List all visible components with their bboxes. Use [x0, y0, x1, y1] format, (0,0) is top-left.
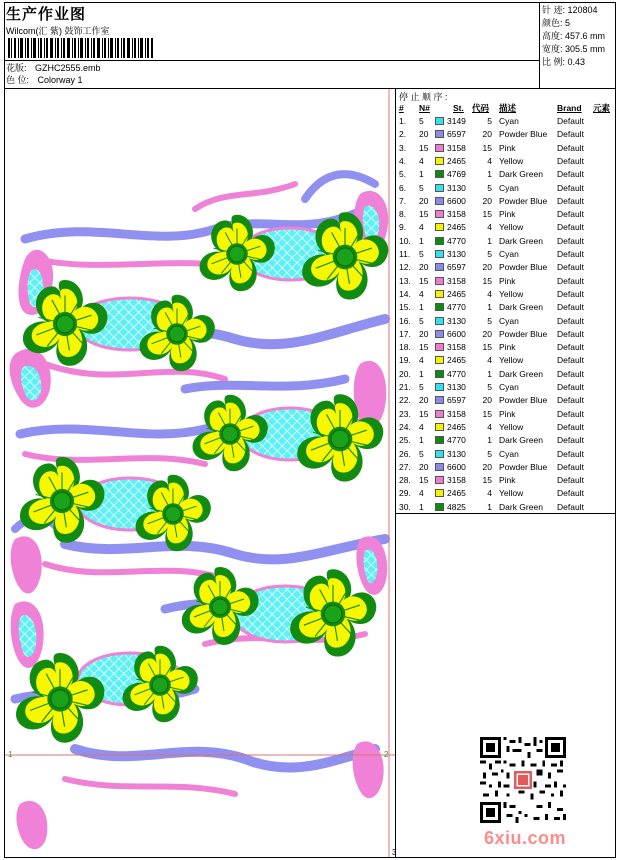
row-code: 3130 — [447, 182, 466, 193]
row-needle: 20 — [419, 395, 429, 406]
row-number: 15 — [482, 475, 492, 486]
row-index: 1. — [399, 116, 407, 126]
row-code: 3158 — [447, 142, 466, 153]
canvas-marker-3: 3 — [392, 848, 397, 857]
row-code: 3158 — [447, 209, 466, 220]
row-brand: Default — [557, 368, 584, 379]
row-code: 3158 — [447, 342, 466, 353]
row-description: Pink — [499, 475, 516, 486]
col-header-description: 描述 — [499, 103, 517, 113]
row-description: Pink — [499, 142, 516, 153]
scale-row: 比 例: 0.43 — [542, 57, 586, 67]
row-code: 6600 — [447, 328, 466, 339]
studio-name: Wilcom(汇 紫) 鼓饰工作室 — [6, 26, 110, 36]
row-index: 6. — [399, 182, 407, 193]
color-swatch — [435, 237, 444, 245]
row-index: 13. — [399, 275, 411, 286]
width-row: 宽度: 305.5 mm — [542, 44, 606, 54]
row-brand: Default — [557, 342, 584, 353]
row-number: 5 — [487, 182, 492, 193]
col-header-needle: N# — [419, 103, 430, 113]
row-number: 1 — [487, 368, 492, 379]
row-description: Dark Green — [499, 368, 543, 379]
color-swatch — [435, 356, 444, 364]
row-index: 29. — [399, 488, 411, 499]
row-index: 14. — [399, 288, 411, 299]
row-brand: Default — [557, 275, 584, 286]
row-description: Yellow — [499, 288, 524, 299]
color-swatch — [435, 184, 444, 192]
row-brand: Default — [557, 209, 584, 220]
row-number: 15 — [482, 342, 492, 353]
color-swatch — [435, 343, 444, 351]
color-swatch — [435, 117, 444, 125]
row-number: 4 — [487, 222, 492, 233]
row-index: 11. — [399, 249, 411, 259]
row-needle: 20 — [419, 461, 429, 472]
row-code: 4770 — [447, 368, 466, 379]
row-brand: Default — [557, 262, 584, 273]
row-number: 5 — [487, 315, 492, 326]
row-number: 20 — [482, 328, 492, 339]
canvas-marker-1: 1 — [8, 750, 13, 759]
color-swatch — [435, 423, 444, 431]
row-number: 15 — [482, 142, 492, 153]
row-needle: 20 — [419, 195, 429, 206]
canvas-marker-2: 2 — [384, 750, 389, 759]
design-width: 305.5 mm — [565, 44, 606, 54]
row-brand: Default — [557, 435, 584, 446]
colors-row: 颜色: 5 — [542, 18, 571, 28]
row-index: 22. — [399, 395, 411, 406]
embroidery-design-preview — [5, 89, 395, 857]
row-brand: Default — [557, 195, 584, 206]
row-description: Powder Blue — [499, 395, 548, 406]
row-index: 16. — [399, 315, 411, 326]
row-needle: 15 — [419, 475, 429, 486]
row-brand: Default — [557, 235, 584, 246]
row-number: 15 — [482, 275, 492, 286]
row-index: 7. — [399, 195, 407, 206]
row-description: Pink — [499, 408, 516, 419]
row-needle: 5 — [419, 448, 424, 459]
row-index: 5. — [399, 169, 407, 180]
row-description: Dark Green — [499, 435, 543, 446]
row-needle: 15 — [419, 142, 429, 153]
row-index: 17. — [399, 328, 411, 339]
color-swatch — [435, 223, 444, 231]
row-index: 9. — [399, 222, 407, 233]
row-number: 20 — [482, 395, 492, 406]
row-code: 3158 — [447, 408, 466, 419]
barcode — [8, 38, 153, 58]
row-description: Yellow — [499, 155, 524, 166]
row-index: 15. — [399, 302, 411, 313]
row-description: Pink — [499, 275, 516, 286]
row-brand: Default — [557, 421, 584, 432]
color-swatch — [435, 476, 444, 484]
site-logo: 6xiu.com — [484, 828, 567, 848]
row-description: Yellow — [499, 421, 524, 432]
row-description: Powder Blue — [499, 461, 548, 472]
color-swatch — [435, 170, 444, 178]
row-index: 8. — [399, 209, 407, 220]
row-code: 3130 — [447, 315, 466, 326]
row-brand: Default — [557, 408, 584, 419]
row-number: 20 — [482, 129, 492, 140]
col-header-code: 代码 — [472, 103, 490, 113]
row-index: 3. — [399, 142, 407, 153]
stop-sequence-title: 停 止 顺 序 : — [399, 92, 448, 102]
row-brand: Default — [557, 142, 584, 153]
row-code: 4825 — [447, 501, 466, 512]
qr-code — [480, 737, 566, 823]
color-swatch — [435, 197, 444, 205]
row-number: 1 — [487, 501, 492, 512]
color-swatch — [435, 383, 444, 391]
row-needle: 20 — [419, 262, 429, 273]
row-needle: 15 — [419, 209, 429, 220]
stitch-count: 120804 — [567, 5, 598, 15]
row-brand: Default — [557, 328, 584, 339]
row-index: 25. — [399, 435, 411, 446]
row-description: Powder Blue — [499, 195, 548, 206]
color-swatch — [435, 410, 444, 418]
color-swatch — [435, 303, 444, 311]
row-description: Yellow — [499, 488, 524, 499]
color-swatch — [435, 396, 444, 404]
row-code: 6600 — [447, 461, 466, 472]
row-description: Powder Blue — [499, 129, 548, 140]
row-needle: 4 — [419, 155, 424, 166]
row-description: Dark Green — [499, 501, 543, 512]
row-code: 3130 — [447, 249, 466, 259]
row-code: 2465 — [447, 222, 466, 233]
row-brand: Default — [557, 222, 584, 233]
row-needle: 20 — [419, 328, 429, 339]
row-needle: 5 — [419, 382, 424, 392]
row-code: 2465 — [447, 355, 466, 366]
row-index: 4. — [399, 155, 407, 166]
row-number: 4 — [487, 155, 492, 166]
row-needle: 1 — [419, 302, 424, 313]
row-brand: Default — [557, 288, 584, 299]
color-swatch — [435, 503, 444, 511]
row-brand: Default — [557, 395, 584, 406]
row-number: 15 — [482, 209, 492, 220]
row-number: 20 — [482, 461, 492, 472]
color-swatch — [435, 277, 444, 285]
row-code: 2465 — [447, 288, 466, 299]
color-swatch — [435, 130, 444, 138]
row-description: Dark Green — [499, 169, 543, 180]
row-needle: 1 — [419, 169, 424, 180]
row-brand: Default — [557, 249, 584, 259]
color-swatch — [435, 210, 444, 218]
row-description: Cyan — [499, 315, 519, 326]
row-brand: Default — [557, 501, 584, 512]
colorway-label: 色 位: — [6, 75, 30, 85]
row-number: 4 — [487, 288, 492, 299]
row-brand: Default — [557, 169, 584, 180]
row-number: 1 — [487, 169, 492, 180]
row-description: Powder Blue — [499, 328, 548, 339]
row-index: 10. — [399, 235, 411, 246]
design-label: 花版: — [6, 63, 27, 73]
row-number: 5 — [487, 116, 492, 126]
row-number: 20 — [482, 262, 492, 273]
row-index: 27. — [399, 461, 411, 472]
row-needle: 15 — [419, 275, 429, 286]
stitches-row: 针 迹: 120804 — [542, 5, 598, 15]
row-brand: Default — [557, 315, 584, 326]
row-code: 4770 — [447, 302, 466, 313]
col-header-element: 元素 — [593, 103, 611, 113]
row-code: 3158 — [447, 475, 466, 486]
color-swatch — [435, 370, 444, 378]
row-description: Cyan — [499, 249, 519, 259]
row-brand: Default — [557, 129, 584, 140]
row-needle: 4 — [419, 421, 424, 432]
row-code: 2465 — [447, 421, 466, 432]
row-number: 15 — [482, 408, 492, 419]
row-number: 1 — [487, 302, 492, 313]
row-brand: Default — [557, 182, 584, 193]
row-description: Pink — [499, 342, 516, 353]
design-height: 457.6 mm — [565, 31, 606, 41]
row-code: 6597 — [447, 129, 466, 140]
row-needle: 20 — [419, 129, 429, 140]
stats-panel — [542, 5, 605, 68]
row-code: 3130 — [447, 448, 466, 459]
row-description: Dark Green — [499, 235, 543, 246]
row-index: 20. — [399, 368, 411, 379]
row-needle: 1 — [419, 435, 424, 446]
row-description: Dark Green — [499, 302, 543, 313]
colorway-row — [6, 75, 83, 86]
row-number: 5 — [487, 448, 492, 459]
row-code: 3130 — [447, 382, 466, 392]
row-index: 24. — [399, 421, 411, 432]
row-code: 4770 — [447, 235, 466, 246]
col-header-st: St. — [453, 103, 464, 113]
row-index: 2. — [399, 129, 407, 140]
row-code: 6600 — [447, 195, 466, 206]
row-number: 5 — [487, 382, 492, 392]
row-index: 12. — [399, 262, 411, 273]
row-brand: Default — [557, 355, 584, 366]
color-swatch — [435, 157, 444, 165]
design-scale: 0.43 — [567, 57, 586, 67]
row-brand: Default — [557, 488, 584, 499]
row-index: 26. — [399, 448, 411, 459]
color-count: 5 — [565, 18, 571, 28]
row-needle: 4 — [419, 222, 424, 233]
row-needle: 4 — [419, 288, 424, 299]
color-swatch — [435, 263, 444, 271]
row-code: 4769 — [447, 169, 466, 180]
row-index: 19. — [399, 355, 411, 366]
row-description: Cyan — [499, 448, 519, 459]
row-brand: Default — [557, 448, 584, 459]
row-needle: 5 — [419, 315, 424, 326]
design-name: GZHC2555.emb — [35, 63, 101, 73]
color-swatch — [435, 436, 444, 444]
color-swatch — [435, 489, 444, 497]
row-needle: 1 — [419, 235, 424, 246]
row-code: 2465 — [447, 488, 466, 499]
row-brand: Default — [557, 475, 584, 486]
row-description: Cyan — [499, 116, 519, 126]
color-swatch — [435, 317, 444, 325]
row-number: 4 — [487, 488, 492, 499]
row-brand: Default — [557, 155, 584, 166]
row-description: Yellow — [499, 355, 524, 366]
row-needle: 5 — [419, 116, 424, 126]
design-name-row — [6, 63, 101, 74]
color-swatch — [435, 144, 444, 152]
row-index: 23. — [399, 408, 411, 419]
color-swatch — [435, 463, 444, 471]
row-needle: 1 — [419, 368, 424, 379]
row-index: 18. — [399, 342, 411, 353]
row-needle: 4 — [419, 355, 424, 366]
row-description: Powder Blue — [499, 262, 548, 273]
color-swatch — [435, 330, 444, 338]
row-index: 28. — [399, 475, 411, 486]
color-swatch — [435, 450, 444, 458]
row-number: 4 — [487, 355, 492, 366]
row-needle: 5 — [419, 249, 424, 259]
row-number: 4 — [487, 421, 492, 432]
row-brand: Default — [557, 461, 584, 472]
color-swatch — [435, 290, 444, 298]
col-header-brand: Brand — [557, 103, 582, 113]
row-description: Cyan — [499, 382, 519, 392]
row-brand: Default — [557, 302, 584, 313]
row-brand: Default — [557, 382, 584, 392]
row-needle: 4 — [419, 488, 424, 499]
row-code: 4770 — [447, 435, 466, 446]
row-needle: 15 — [419, 408, 429, 419]
page-title: 生产作业图 — [6, 6, 87, 23]
row-number: 5 — [487, 249, 492, 259]
row-needle: 5 — [419, 182, 424, 193]
row-code: 6597 — [447, 262, 466, 273]
row-number: 1 — [487, 435, 492, 446]
row-index: 30. — [399, 501, 411, 512]
row-needle: 1 — [419, 501, 424, 512]
row-index: 21. — [399, 382, 411, 392]
row-number: 1 — [487, 235, 492, 246]
header-divider — [4, 60, 540, 61]
row-number: 20 — [482, 195, 492, 206]
color-swatch — [435, 250, 444, 258]
row-code: 6597 — [447, 395, 466, 406]
row-code: 3158 — [447, 275, 466, 286]
row-description: Yellow — [499, 222, 524, 233]
colorway-name: Colorway 1 — [37, 75, 83, 85]
row-description: Cyan — [499, 182, 519, 193]
row-code: 2465 — [447, 155, 466, 166]
col-header-index: # — [399, 103, 404, 113]
row-brand: Default — [557, 116, 584, 126]
row-description: Pink — [499, 209, 516, 220]
row-needle: 15 — [419, 342, 429, 353]
row-code: 3149 — [447, 116, 466, 126]
height-row: 高度: 457.6 mm — [542, 31, 606, 41]
